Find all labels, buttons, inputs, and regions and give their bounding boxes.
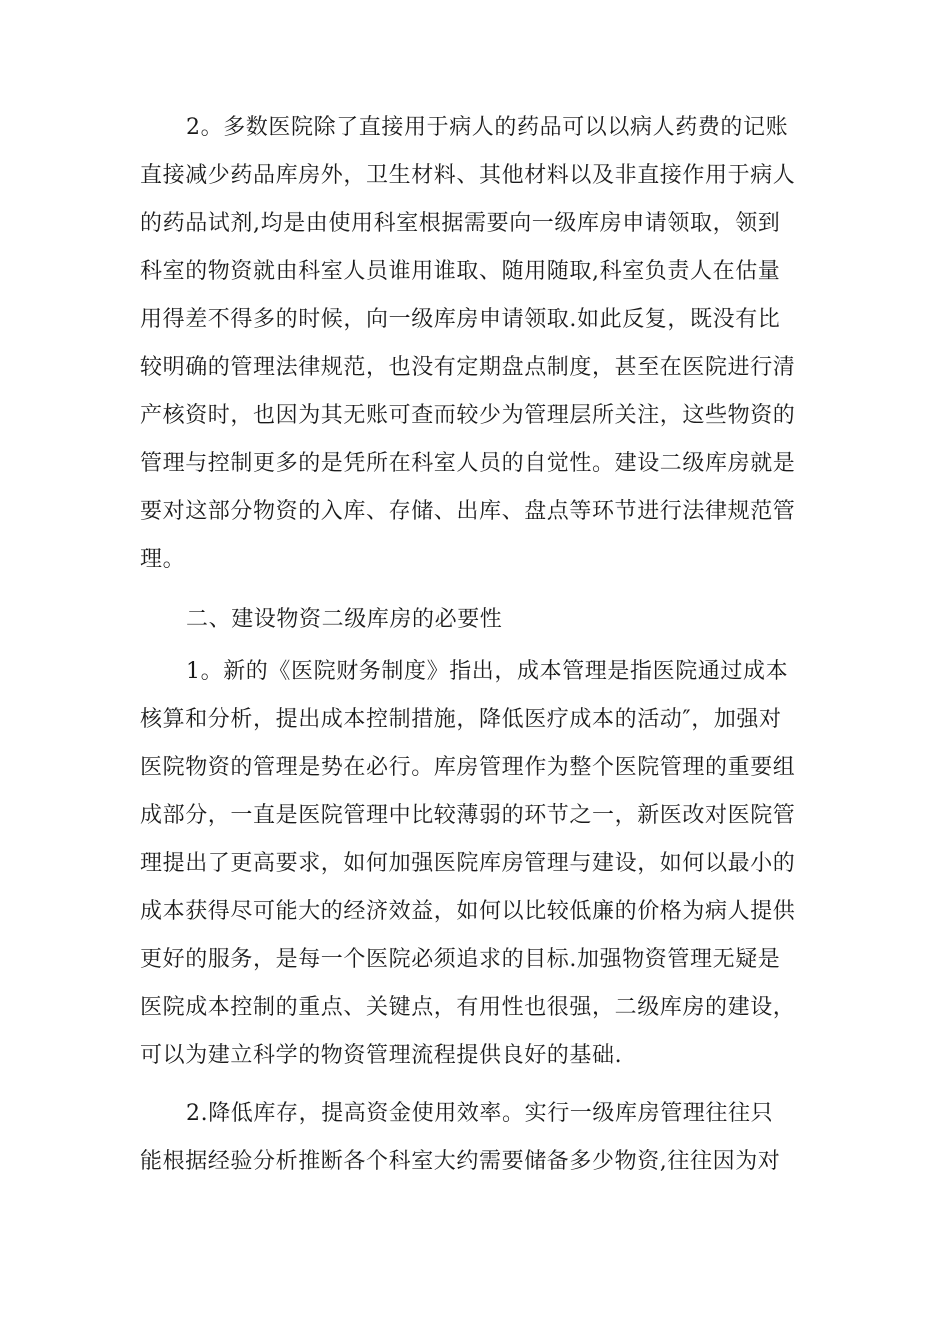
text-line: 核算和分析，提出成本控制措施，降低医疗成本的活动″，加强对	[140, 707, 782, 732]
text-line: 产核资时，也因为其无账可查而较少为管理层所关注，这些物资的	[140, 403, 796, 428]
text-line: 更好的服务，是每一个医院必须追求的目标.加强物资管理无疑是	[140, 947, 781, 972]
text-line: 1。新的《医院财务制度》指出，成本管理是指医院通过成本	[186, 659, 789, 684]
text-line: 成部分，一直是医院管理中比较薄弱的环节之一，新医改对医院管	[140, 803, 796, 828]
paragraph-1	[140, 104, 820, 584]
text-line: 用得差不得多的时候，向一级库房申请领取.如此反复，既没有比	[140, 307, 781, 332]
text-line: 能根据经验分析推断各个科室大约需要储备多少物资,往往因为对	[140, 1149, 781, 1174]
text-line: 的药品试剂,均是由使用科室根据需要向一级库房申请领取，领到	[140, 211, 781, 236]
text-line: 医院成本控制的重点、关键点，有用性也很强，二级库房的建设，	[140, 995, 796, 1020]
paragraph-2	[140, 648, 820, 1080]
text-line: 要对这部分物资的入库、存储、出库、盘点等环节进行法律规范管	[140, 499, 796, 524]
section-heading-text: 二、建设物资二级库房的必要性	[186, 607, 503, 632]
text-line: 较明确的管理法律规范，也没有定期盘点制度，甚至在医院进行清	[140, 355, 796, 380]
text-line: 医院物资的管理是势在必行。库房管理作为整个医院管理的重要组	[140, 755, 796, 780]
text-line: 直接减少药品库房外，卫生材料、其他材料以及非直接作用于病人	[140, 163, 796, 188]
text-line: 管理与控制更多的是凭所在科室人员的自觉性。建设二级库房就是	[140, 451, 796, 476]
paragraph-3	[140, 1090, 820, 1186]
text-line: 可以为建立科学的物资管理流程提供良好的基础.	[140, 1043, 623, 1068]
section-heading	[140, 596, 820, 644]
text-line: 2。多数医院除了直接用于病人的药品可以以病人药费的记账	[186, 115, 789, 140]
text-line: 理。	[140, 547, 186, 572]
text-line: 科室的物资就由科室人员谁用谁取、随用随取,科室负责人在估量	[140, 259, 781, 284]
text-line: 2.降低库存，提高资金使用效率。实行一级库房管理往往只	[186, 1101, 774, 1126]
text-line: 成本获得尽可能大的经济效益，如何以比较低廉的价格为病人提供	[140, 899, 796, 924]
text-line: 理提出了更高要求，如何加强医院库房管理与建设，如何以最小的	[140, 851, 796, 876]
